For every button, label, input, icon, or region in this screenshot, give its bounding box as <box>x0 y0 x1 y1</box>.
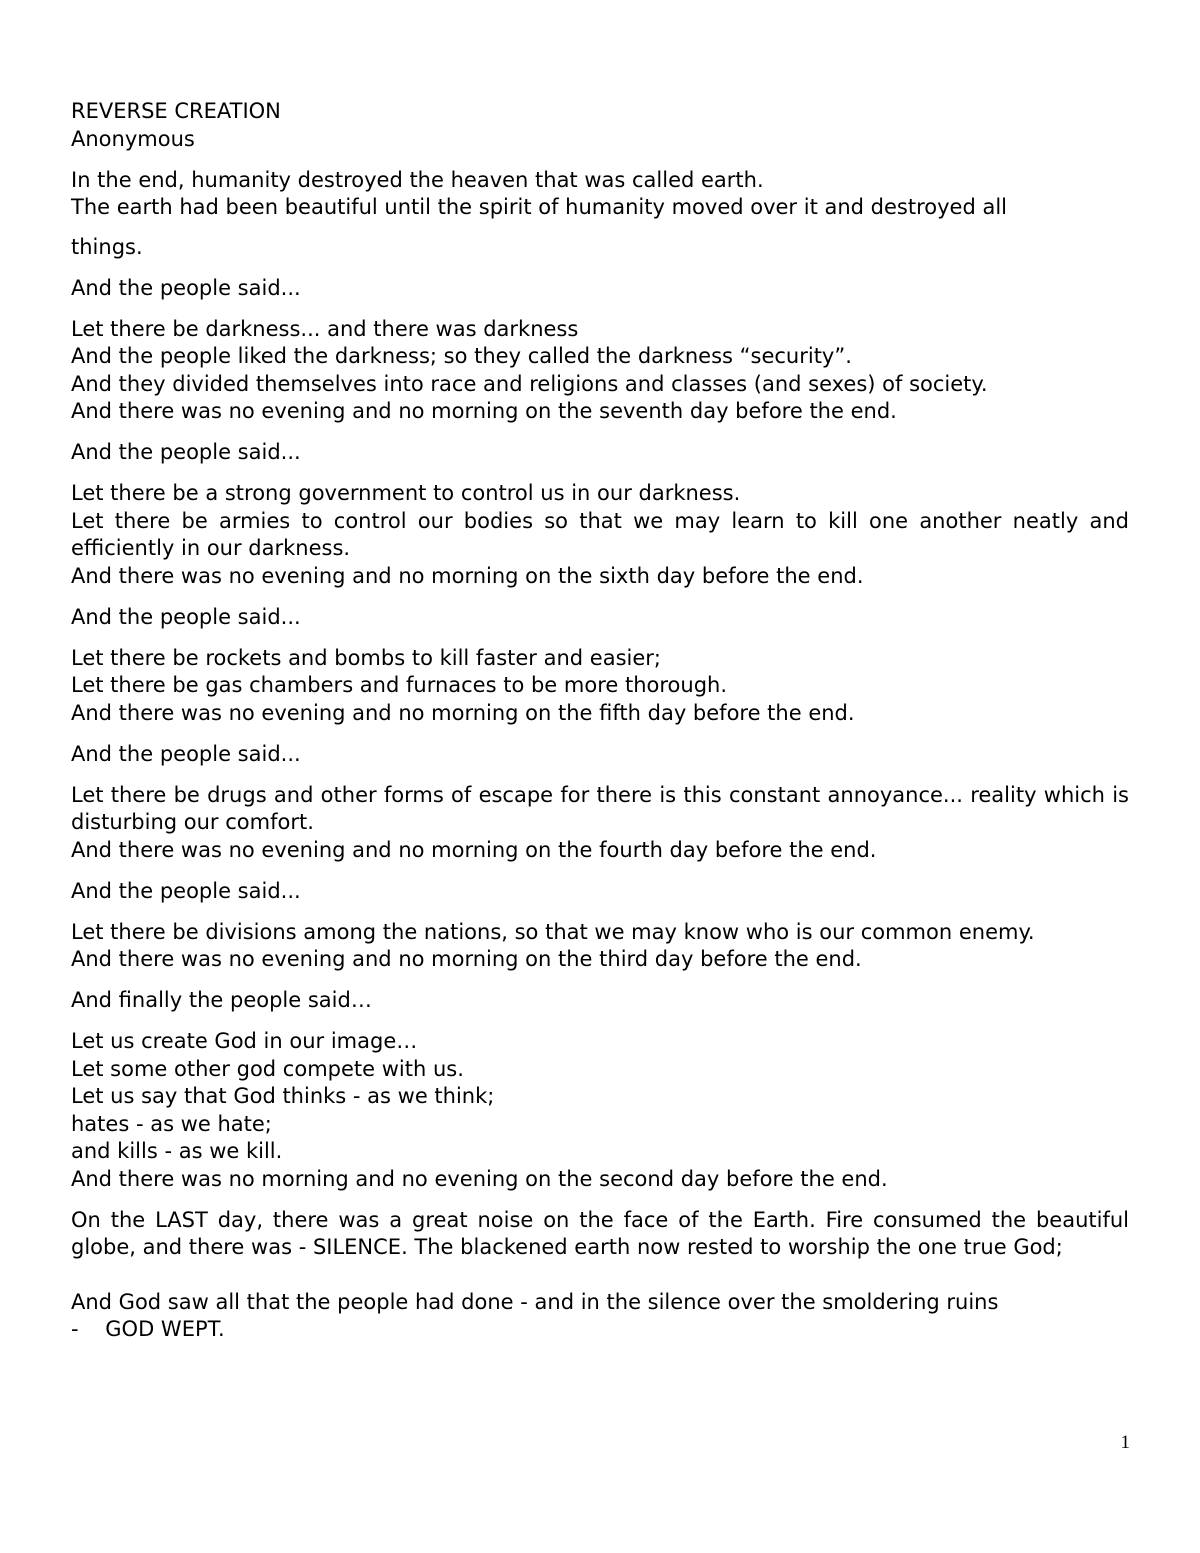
stanza-line: Let there be rockets and bombs to kill faster and easier; <box>71 645 661 670</box>
stanza-line: and kills - as we kill. <box>71 1139 283 1163</box>
intro-line: In the end, humanity destroyed the heaven that was called earth. <box>71 167 764 192</box>
stanza-line: And there was no evening and no morning on the sixth day before the end. <box>71 563 864 588</box>
stanza-line: And there was no morning and no evening on the second day before the end. <box>71 1166 888 1191</box>
stanza-line: Let us create God in our image… <box>71 1029 418 1053</box>
stanza-line: Let there be divisions among the nations, so that we may know who is our common enemy. <box>71 919 1035 944</box>
stanza-line: Let there be drugs and other forms of escape for there is this constant annoyance... reality which is disturbing our comfort. <box>71 782 1129 834</box>
stanza-said: And the people said... <box>71 440 301 464</box>
stanza-line: Let there be darkness... and there was darkness <box>71 316 579 341</box>
intro-line: things. <box>71 234 143 259</box>
stanza-line: And there was no evening and no morning on the third day before the end. <box>71 947 862 971</box>
stanza-said: And the people said... <box>71 741 301 766</box>
document-body <box>71 98 1129 1344</box>
stanza-line: Let some other god compete with us. <box>71 1056 464 1081</box>
stanza-line: And there was no evening and no morning on the fourth day before the end. <box>71 837 877 862</box>
stanza-line: And the people liked the darkness; so they called the darkness “security”. <box>71 344 852 368</box>
stanza-said: And the people said... <box>71 275 301 300</box>
stanza-line: And they divided themselves into race and religions and classes (and sexes) of society. <box>71 371 988 396</box>
ending-line: - GOD WEPT. <box>71 1317 225 1341</box>
stanza-said: And the people said... <box>71 604 301 629</box>
stanza-line: Let us say that God thinks - as we think; <box>71 1084 495 1108</box>
stanza-line: And there was no evening and no morning on the seventh day before the end. <box>71 399 897 423</box>
document-title: REVERSE CREATION <box>71 99 281 123</box>
stanza-said: And finally the people said… <box>71 988 372 1012</box>
ending-line: And God saw all that the people had done - and in the silence over the smoldering ruins <box>71 1289 999 1314</box>
page-number: 1 <box>1120 1432 1130 1453</box>
last-day-paragraph: On the LAST day, there was a great noise on the face of the Earth. Fire consumed the beautiful globe, and there was - SILENCE. The blackened earth now rested to worship the one true God; <box>71 1207 1129 1259</box>
intro-line: The earth had been beautiful until the spirit of humanity moved over it and destroyed all <box>71 195 1008 219</box>
stanza-said: And the people said... <box>71 878 301 903</box>
stanza-line: Let there be a strong government to control us in our darkness. <box>71 481 741 505</box>
stanza-line: Let there be gas chambers and furnaces to be more thorough. <box>71 673 728 697</box>
document-author: Anonymous <box>71 126 195 151</box>
stanza-line: hates - as we hate; <box>71 1111 272 1136</box>
stanza-line: And there was no evening and no morning on the fifth day before the end. <box>71 700 855 725</box>
stanza-line: Let there be armies to control our bodies so that we may learn to kill one another neatly and efficiently in our darkness. <box>71 508 1129 560</box>
